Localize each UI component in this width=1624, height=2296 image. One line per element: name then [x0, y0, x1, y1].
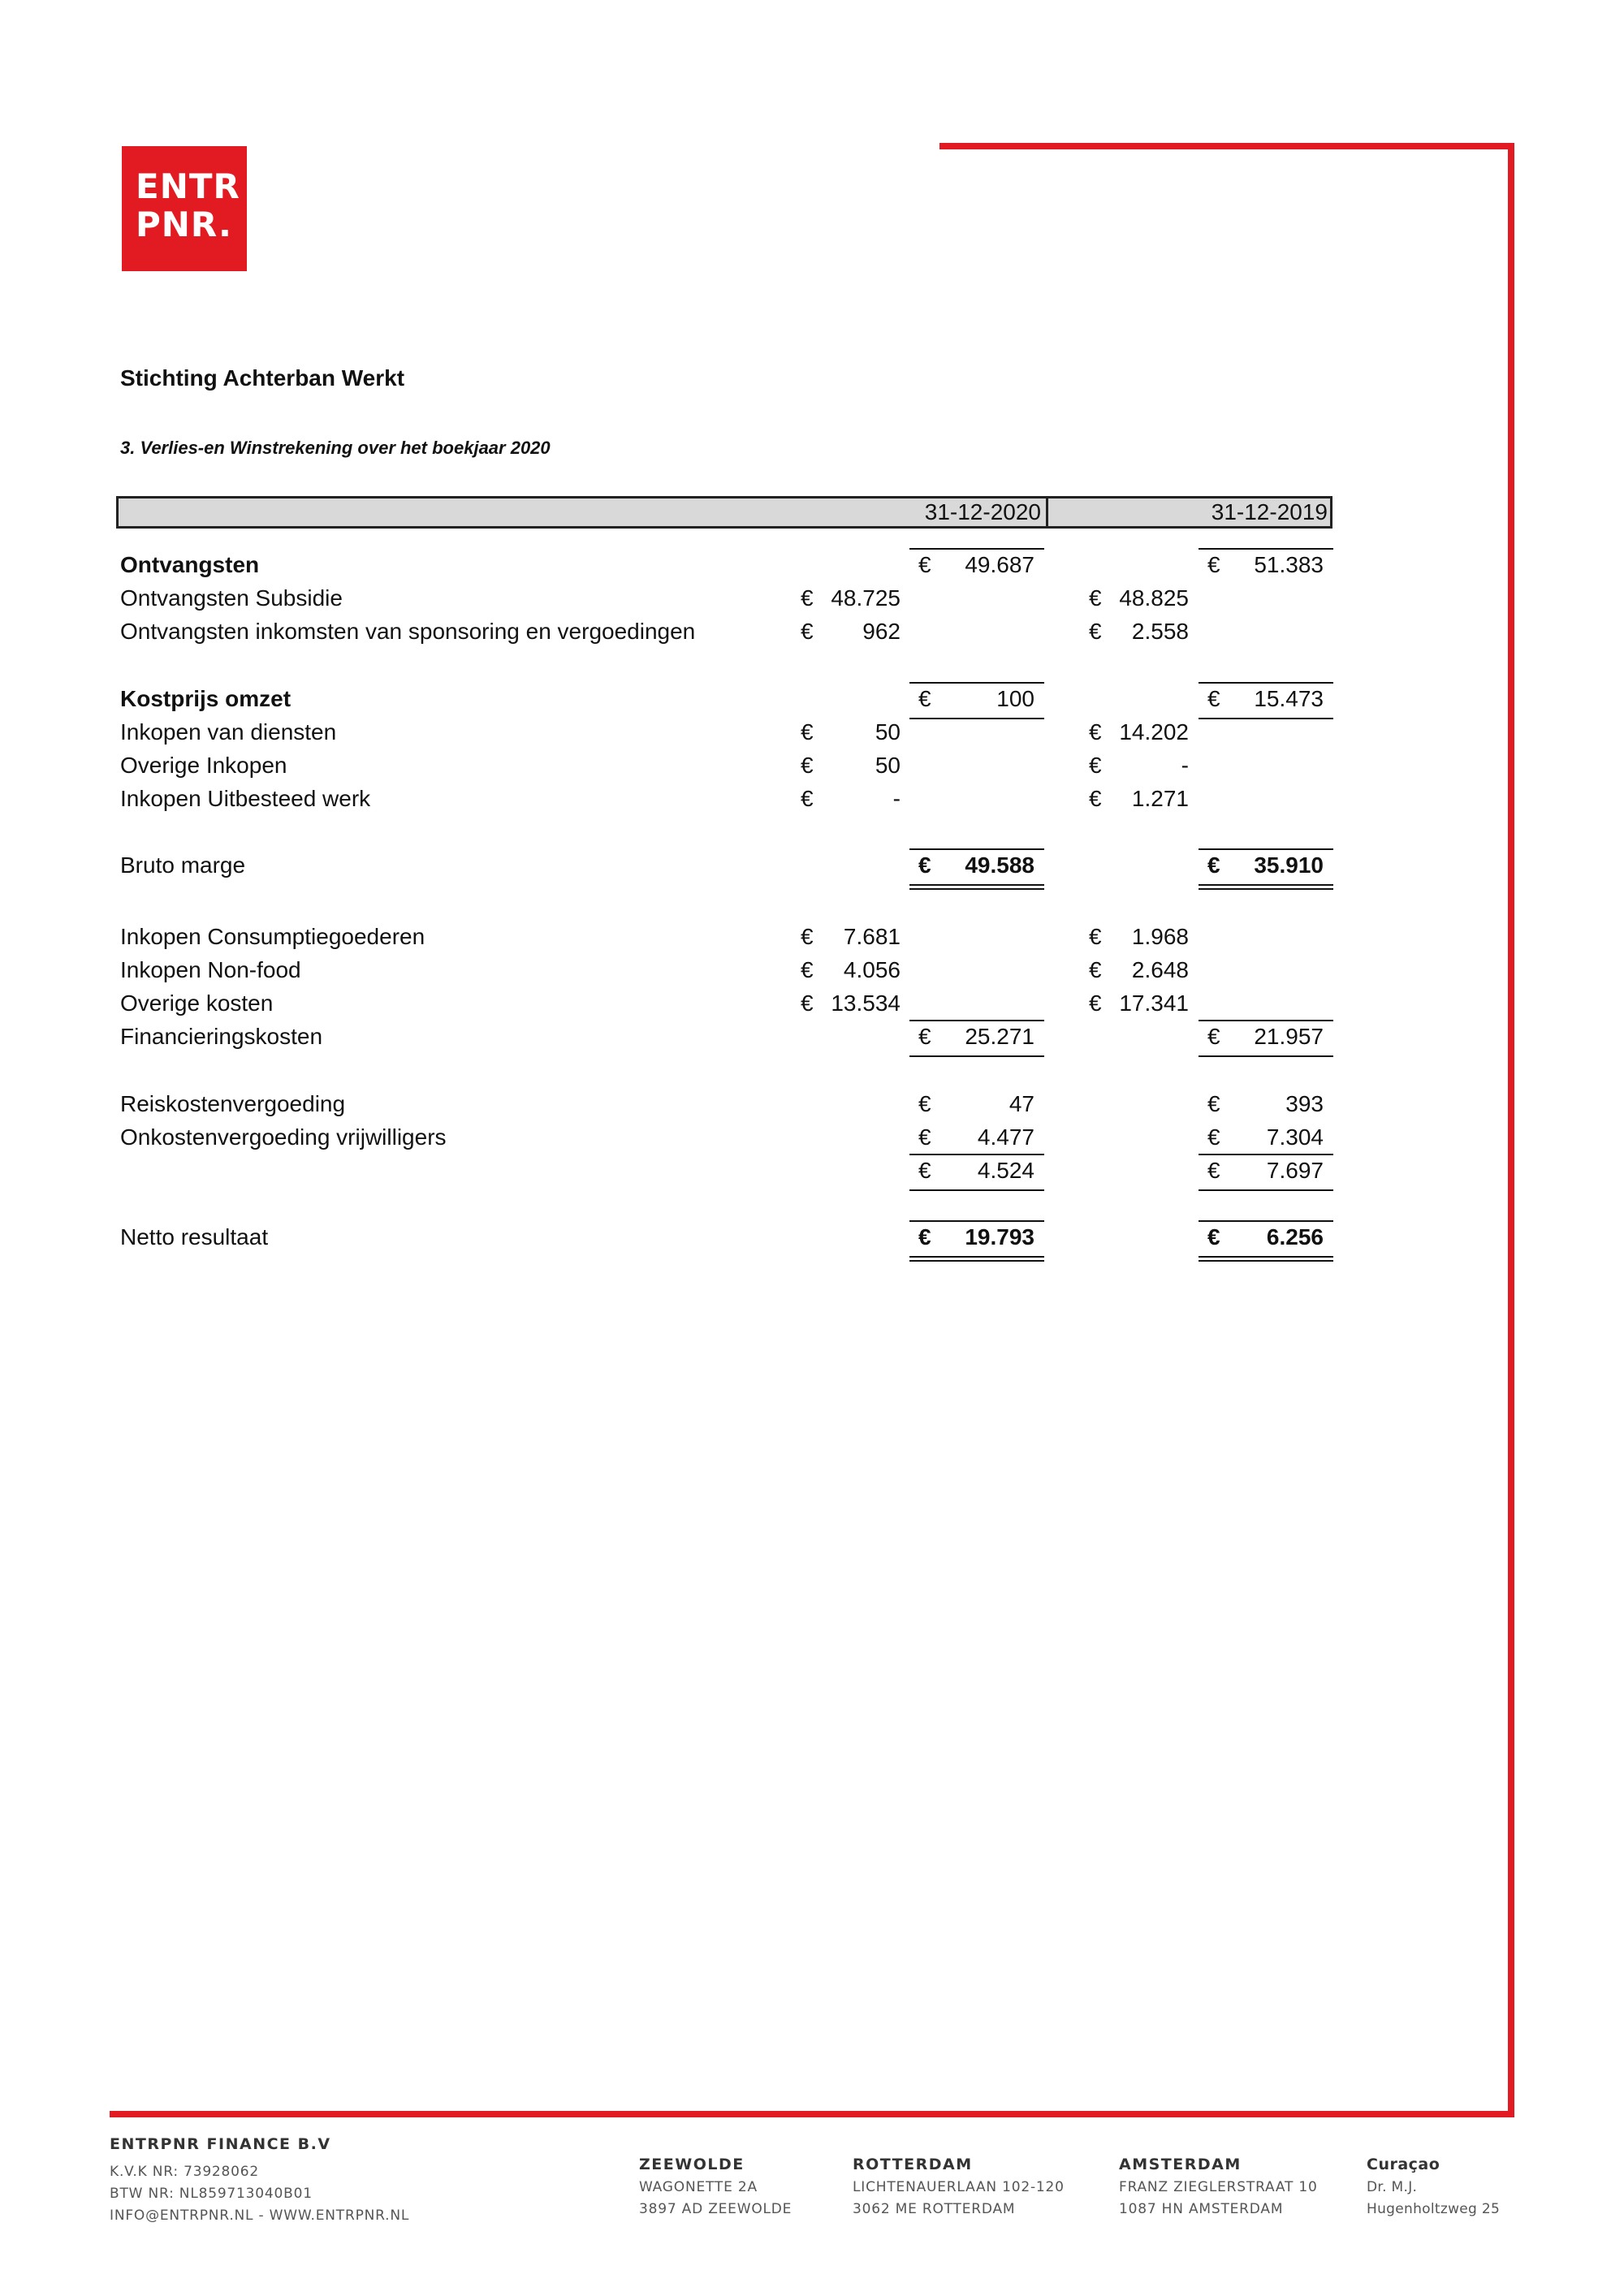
subtotal-2019-value: 2.558	[1131, 619, 1189, 644]
currency-symbol: €	[918, 852, 931, 878]
rule-above-2019	[1199, 1154, 1333, 1155]
total-2020-value: 4.477	[977, 1124, 1034, 1150]
total-2020-value: 49.687	[965, 552, 1034, 577]
currency-symbol: €	[801, 924, 814, 949]
row-label: Ontvangsten Subsidie	[120, 585, 343, 611]
footer-office-amsterdam	[1119, 2156, 1318, 2220]
subtotal-2020-value: 7.681	[843, 924, 901, 949]
row-label: Bruto marge	[120, 852, 246, 878]
currency-symbol: €	[1207, 852, 1220, 878]
currency-symbol: €	[801, 957, 814, 982]
row-label: Ontvangsten	[120, 552, 260, 577]
rule-above-2020	[909, 682, 1044, 684]
subtotal-2020-value: 50	[875, 753, 901, 778]
currency-symbol: €	[1207, 552, 1220, 577]
subtotal-2020-value: 48.725	[831, 585, 901, 611]
total-2020-value: 47	[1009, 1091, 1034, 1116]
double-rule-2020-b	[909, 1260, 1044, 1262]
double-rule-2020-b	[909, 888, 1044, 890]
logo-line-1: ENTR	[136, 166, 240, 206]
total-2020-value: 25.271	[965, 1024, 1034, 1049]
currency-symbol: €	[801, 719, 814, 744]
total-2020-value: 4.524	[977, 1158, 1034, 1183]
column-header-divider	[1046, 496, 1048, 529]
currency-symbol: €	[801, 619, 814, 644]
organization-title: Stichting Achterban Werkt	[120, 365, 405, 391]
total-2019-value: 15.473	[1254, 686, 1324, 711]
row-label: Inkopen Uitbesteed werk	[120, 786, 371, 811]
rule-below-2020	[909, 1189, 1044, 1191]
total-2019-value: 21.957	[1254, 1024, 1324, 1049]
company-logo	[122, 146, 247, 271]
footer-office-city: ROTTERDAM	[853, 2156, 973, 2173]
subtotal-2019-value: -	[1181, 753, 1189, 778]
double-rule-2019-b	[1199, 888, 1333, 890]
footer-office-city: ZEEWOLDE	[639, 2156, 745, 2173]
rule-above-2019	[1199, 848, 1333, 850]
total-2020-value: 19.793	[965, 1224, 1034, 1249]
rule-above-2020	[909, 1154, 1044, 1155]
row-label: Overige kosten	[120, 990, 274, 1016]
rule-above-2019	[1199, 682, 1333, 684]
row-label: Inkopen van diensten	[120, 719, 337, 744]
rule-below-2019	[1199, 1055, 1333, 1057]
currency-symbol: €	[1207, 1158, 1220, 1183]
total-2019-value: 7.304	[1266, 1124, 1324, 1150]
row-label: Netto resultaat	[120, 1224, 269, 1249]
subtotal-2020-value: -	[892, 786, 901, 811]
double-rule-2020-a	[909, 884, 1044, 886]
subtotal-2020-value: 4.056	[843, 957, 901, 982]
currency-symbol: €	[918, 1158, 931, 1183]
logo-line-2: PNR.	[136, 205, 233, 244]
subtotal-2019-value: 48.825	[1119, 585, 1189, 611]
currency-symbol: €	[801, 585, 814, 611]
footer-office-postcode: 3897 AD ZEEWOLDE	[639, 2201, 793, 2217]
subtotal-2020-value: 13.534	[831, 990, 901, 1016]
footer-office-city: Curaçao	[1367, 2156, 1440, 2173]
currency-symbol: €	[1089, 990, 1102, 1016]
footer-contact: INFO@ENTRPNR.NL - WWW.ENTRPNR.NL	[110, 2208, 410, 2224]
frame-top-line	[939, 143, 1514, 149]
footer-office-postcode: Hugenholtzweg 25	[1367, 2201, 1501, 2217]
row-label: Onkostenvergoeding vrijwilligers	[120, 1124, 447, 1150]
currency-symbol: €	[1207, 1091, 1220, 1116]
currency-symbol: €	[1089, 924, 1102, 949]
footer-btw: BTW NR: NL859713040B01	[110, 2186, 313, 2202]
row-label: Reiskostenvergoeding	[120, 1091, 346, 1116]
subtotal-2019-value: 14.202	[1119, 719, 1189, 744]
currency-symbol: €	[918, 686, 931, 711]
frame-bottom-line	[110, 2111, 1514, 2117]
total-2019-value: 35.910	[1254, 852, 1324, 878]
currency-symbol: €	[1089, 719, 1102, 744]
currency-symbol: €	[801, 786, 814, 811]
footer-office-zeewolde	[639, 2156, 792, 2220]
currency-symbol: €	[918, 1124, 931, 1150]
rule-below-2020	[909, 718, 1044, 719]
currency-symbol: €	[1089, 957, 1102, 982]
currency-symbol: €	[1089, 619, 1102, 644]
rule-below-2019	[1199, 1189, 1333, 1191]
footer-office-address: Dr. M.J.	[1367, 2179, 1418, 2195]
currency-symbol: €	[801, 753, 814, 778]
rule-above-2019	[1199, 1220, 1333, 1222]
footer-office-curacao	[1367, 2156, 1500, 2220]
subtotal-2019-value: 2.648	[1131, 957, 1189, 982]
column-header-2019: 31-12-2019	[1211, 499, 1328, 524]
footer-office-city: AMSTERDAM	[1119, 2156, 1242, 2173]
subtotal-2019-value: 17.341	[1119, 990, 1189, 1016]
subtotal-2019-value: 1.271	[1131, 786, 1189, 811]
row-label: Inkopen Consumptiegoederen	[120, 924, 425, 949]
row-label: Kostprijs omzet	[120, 686, 292, 711]
rule-above-2020	[909, 848, 1044, 850]
currency-symbol: €	[1207, 1224, 1220, 1249]
currency-symbol: €	[801, 990, 814, 1016]
report-subtitle: 3. Verlies-en Winstrekening over het boekjaar 2020	[120, 438, 551, 458]
footer-office-rotterdam	[853, 2156, 1065, 2220]
rule-below-2020	[909, 1055, 1044, 1057]
rule-below-2019	[1199, 718, 1333, 719]
currency-symbol: €	[1207, 1024, 1220, 1049]
column-header-bar	[116, 496, 1332, 529]
currency-symbol: €	[1089, 786, 1102, 811]
currency-symbol: €	[918, 1091, 931, 1116]
rule-above-2019	[1199, 548, 1333, 550]
double-rule-2019-a	[1199, 1256, 1333, 1258]
currency-symbol: €	[1089, 753, 1102, 778]
subtotal-2020-value: 962	[862, 619, 901, 644]
footer-office-address: FRANZ ZIEGLERSTRAAT 10	[1119, 2179, 1318, 2195]
double-rule-2019-b	[1199, 1260, 1333, 1262]
total-2020-value: 100	[996, 686, 1034, 711]
total-2020-value: 49.588	[965, 852, 1034, 878]
footer-office-postcode: 3062 ME ROTTERDAM	[853, 2201, 1016, 2217]
rule-above-2020	[909, 548, 1044, 550]
subtotal-2020-value: 50	[875, 719, 901, 744]
row-label: Overige Inkopen	[120, 753, 287, 778]
currency-symbol: €	[1089, 585, 1102, 611]
total-2019-value: 51.383	[1254, 552, 1324, 577]
footer-office-postcode: 1087 HN AMSTERDAM	[1119, 2201, 1284, 2217]
frame-right-line	[1508, 143, 1514, 2117]
rule-above-2019	[1199, 1020, 1333, 1021]
double-rule-2020-a	[909, 1256, 1044, 1258]
footer-company-name: ENTRPNR FINANCE B.V	[110, 2135, 331, 2153]
subtotal-2019-value: 1.968	[1131, 924, 1189, 949]
row-label: Ontvangsten inkomsten van sponsoring en vergoedingen	[120, 619, 696, 644]
currency-symbol: €	[1207, 686, 1220, 711]
currency-symbol: €	[918, 1024, 931, 1049]
footer-office-address: WAGONETTE 2A	[639, 2179, 758, 2195]
footer-kvk: K.V.K NR: 73928062	[110, 2164, 260, 2180]
double-rule-2019-a	[1199, 884, 1333, 886]
row-label: Financieringskosten	[120, 1024, 323, 1049]
rule-above-2020	[909, 1020, 1044, 1021]
footer-office-address: LICHTENAUERLAAN 102-120	[853, 2179, 1065, 2195]
currency-symbol: €	[1207, 1124, 1220, 1150]
column-header-2020: 31-12-2020	[924, 499, 1041, 524]
currency-symbol: €	[918, 552, 931, 577]
rule-above-2020	[909, 1220, 1044, 1222]
row-label: Inkopen Non-food	[120, 957, 301, 982]
total-2019-value: 393	[1285, 1091, 1324, 1116]
total-2019-value: 6.256	[1266, 1224, 1324, 1249]
currency-symbol: €	[918, 1224, 931, 1249]
footer-company	[110, 2135, 409, 2227]
total-2019-value: 7.697	[1266, 1158, 1324, 1183]
